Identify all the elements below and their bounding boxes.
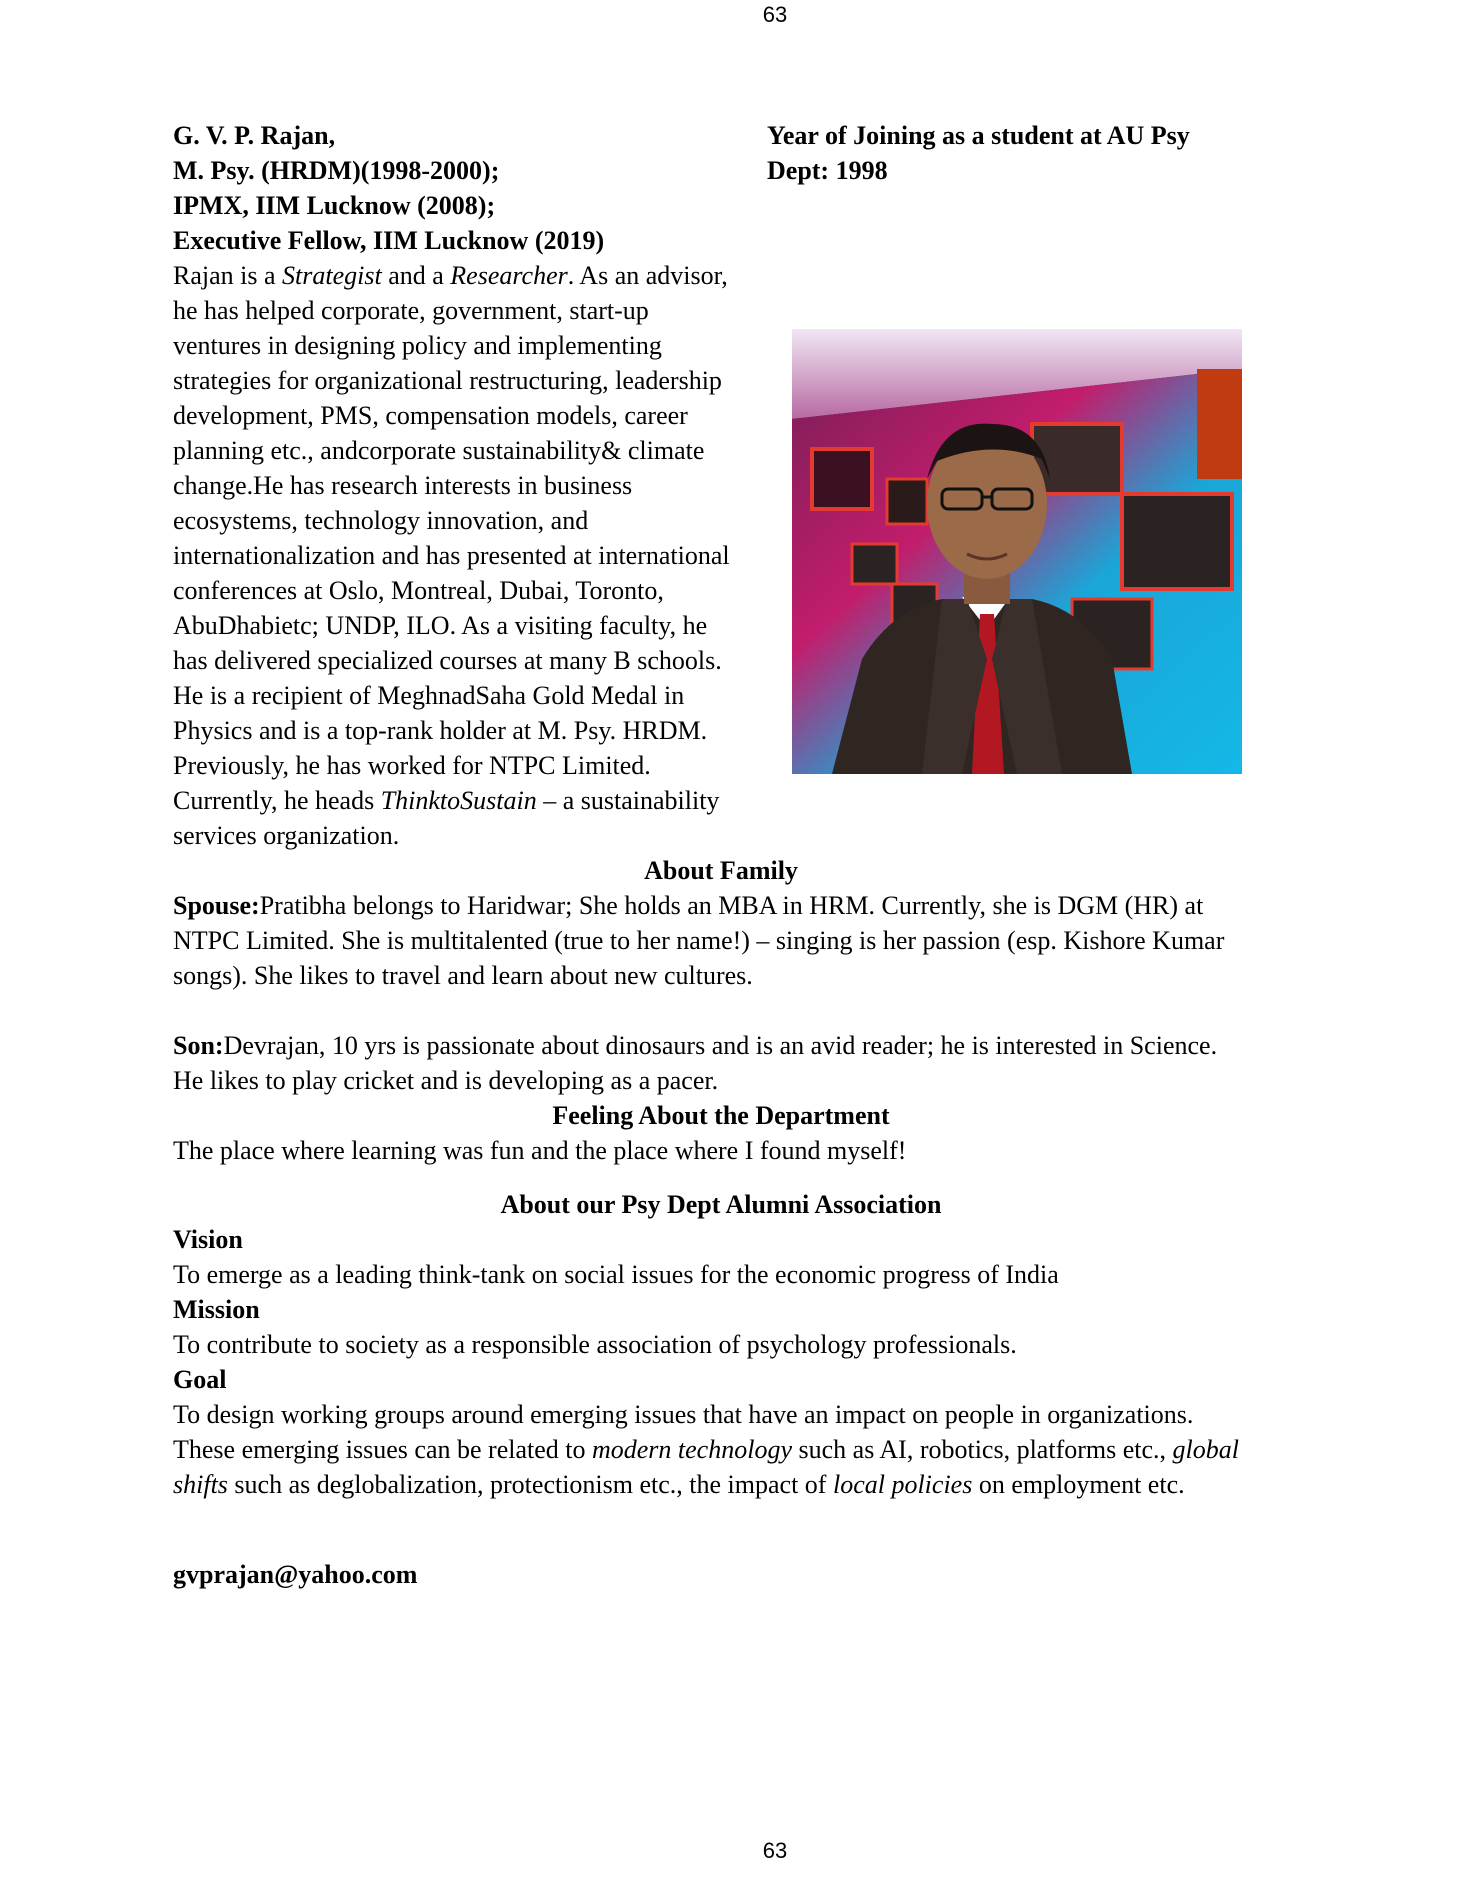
qualification-2: IPMX, IIM Lucknow (2008);	[173, 191, 496, 220]
family-heading: About Family	[644, 856, 798, 885]
feeling-heading: Feeling About the Department	[552, 1101, 890, 1130]
mission-text: To contribute to society as a responsible association of psychology professionals.	[173, 1330, 1017, 1359]
profile-name: G. V. P. Rajan,	[173, 121, 336, 150]
goal-line3: shifts such as deglobalization, protectionism etc., the impact of local policies on employment etc.	[173, 1470, 1185, 1499]
goal-label: Goal	[173, 1365, 227, 1394]
son-line1: Son:Devrajan, 10 yrs is passionate about dinosaurs and is an avid reader; he is interested in Science.	[173, 1031, 1218, 1060]
page-number-top: 63	[762, 2, 788, 27]
goal-line1: To design working groups around emerging issues that have an impact on people in organizations.	[173, 1400, 1194, 1429]
mission-label: Mission	[173, 1295, 260, 1324]
spouse-line2: NTPC Limited. She is multitalented (true to her name!) – singing is her passion (esp. Kishore Kumar	[173, 926, 1225, 955]
email-link[interactable]: gvprajan@yahoo.com	[173, 1560, 418, 1589]
qualification-3: Executive Fellow, IIM Lucknow (2019)	[173, 226, 605, 255]
son-line2: He likes to play cricket and is developing as a pacer.	[173, 1066, 719, 1095]
association-heading: About our Psy Dept Alumni Association	[500, 1190, 942, 1219]
spouse-line3: songs). She likes to travel and learn about new cultures.	[173, 961, 753, 990]
joining-year-line2: Dept: 1998	[767, 156, 888, 185]
goal-line2: These emerging issues can be related to modern technology such as AI, robotics, platforms etc., global	[173, 1435, 1239, 1464]
vision-text: To emerge as a leading think-tank on social issues for the economic progress of India	[173, 1260, 1059, 1289]
bio: Rajan is a Strategist and a Researcher. As an advisor, he has helped corporate, government, start-up ventures in designing policy and implementing strategies for organizational restructuring, leadership development, PMS, compensation models, career planning etc., andcorporate sustainability& climate change.He has research interests in business ecosystems, technology innovation, and internationalization and has presented at international conferences at Oslo, Montreal, Dubai, Toronto, AbuDhabietc; UNDP, ILO. As a visiting faculty, he has delivered specialized courses at many B schools. He is a recipient of MeghnadSaha Gold Medal in Physics and is a top-rank holder at M. Psy. HRDM. Previously, he has worked for NTPC Limited. Currently, he heads ThinktoSustain – a sustainability services organization.	[173, 261, 730, 850]
joining-year-line1: Year of Joining as a student at AU Psy	[767, 121, 1190, 150]
page-number-bottom: 63	[762, 1838, 788, 1863]
profile-photo	[792, 329, 1242, 774]
spouse-line1: Spouse:Pratibha belongs to Haridwar; She holds an MBA in HRM. Currently, she is DGM (HR) at	[173, 891, 1204, 920]
vision-label: Vision	[173, 1225, 243, 1254]
qualification-1: M. Psy. (HRDM)(1998-2000);	[173, 156, 500, 185]
feeling-text: The place where learning was fun and the place where I found myself!	[173, 1136, 907, 1165]
